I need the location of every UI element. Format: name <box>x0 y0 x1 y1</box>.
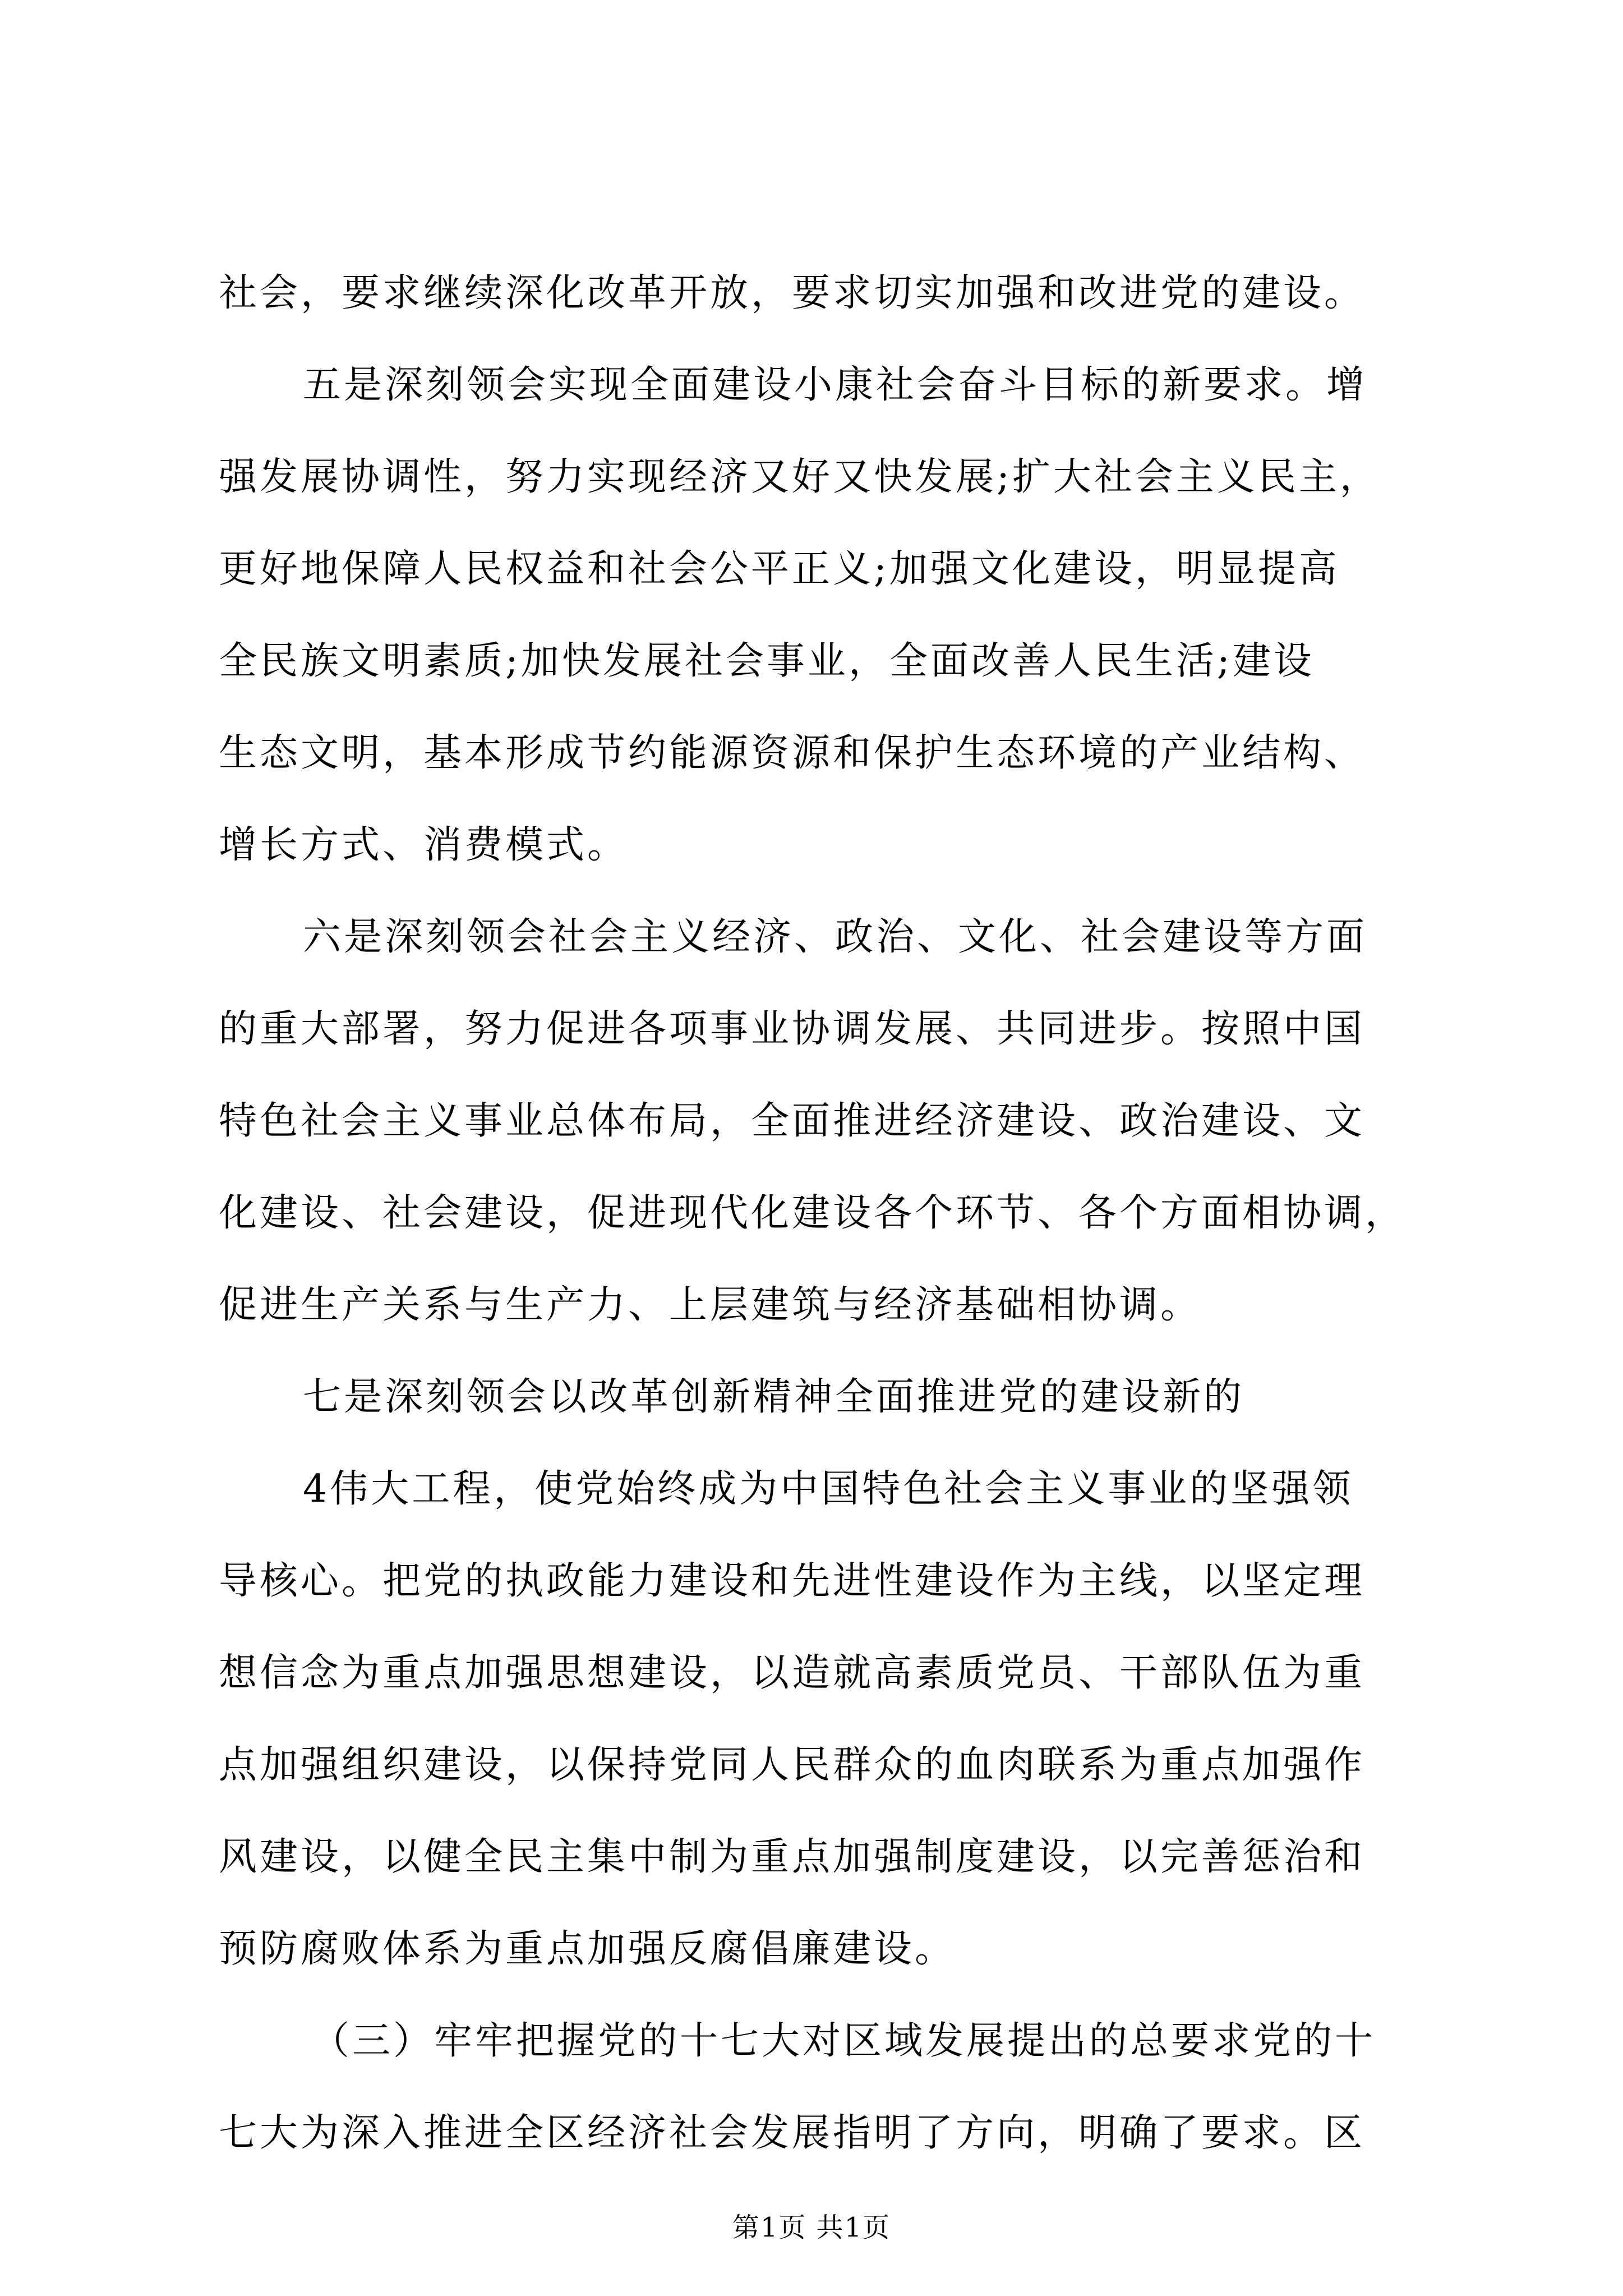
text-line: 七是深刻领会以改革创新精神全面推进党的建设新的 <box>303 1375 1245 1419</box>
text-line: 点加强组织建设，以保持党同人民群众的血肉联系为重点加强作 <box>219 1743 1366 1787</box>
section-heading-line: （三）牢牢把握党的十七大对区域发展提出的总要求党的十 <box>311 2019 1376 2063</box>
text-line: 全民族文明素质;加快发展社会事业，全面改善人民生活;建设 <box>219 639 1315 683</box>
text-line: 六是深刻领会社会主义经济、政治、文化、社会建设等方面 <box>303 915 1368 959</box>
text-line: 七大为深入推进全区经济社会发展指明了方向，明确了要求。区 <box>219 2111 1366 2155</box>
text-line: 的重大部署，努力促进各项事业协调发展、共同进步。按照中国 <box>219 1007 1366 1051</box>
text-line: 化建设、社会建设，促进现代化建设各个环节、各个方面相协调， <box>219 1191 1407 1235</box>
text-line: 特色社会主义事业总体布局，全面推进经济建设、政治建设、文 <box>219 1099 1366 1143</box>
text-line: 五是深刻领会实现全面建设小康社会奋斗目标的新要求。增 <box>303 363 1368 407</box>
text-line: 增长方式、消费模式。 <box>219 823 629 867</box>
text-line: 社会，要求继续深化改革开放，要求切实加强和改进党的建设。 <box>219 271 1366 315</box>
text-line: 促进生产关系与生产力、上层建筑与经济基础相协调。 <box>219 1283 1202 1327</box>
text-line: 想信念为重点加强思想建设，以造就高素质党员、干部队伍为重 <box>219 1651 1366 1695</box>
text-line: 风建设，以健全民主集中制为重点加强制度建设，以完善惩治和 <box>219 1835 1366 1879</box>
text-line: 4伟大工程，使党始终成为中国特色社会主义事业的坚强领 <box>303 1467 1354 1511</box>
text-line: 强发展协调性，努力实现经济又好又快发展;扩大社会主义民主， <box>219 455 1381 499</box>
text-line: 导核心。把党的执政能力建设和先进性建设作为主线，以坚定理 <box>219 1559 1366 1603</box>
text-line: 生态文明，基本形成节约能源资源和保护生态环境的产业结构、 <box>219 731 1366 775</box>
text-line: 预防腐败体系为重点加强反腐倡廉建设。 <box>219 1927 956 1971</box>
text-line: 更好地保障人民权益和社会公平正义;加强文化建设，明显提高 <box>219 547 1340 591</box>
page-footer: 第1页 共1页 <box>732 2212 891 2243</box>
